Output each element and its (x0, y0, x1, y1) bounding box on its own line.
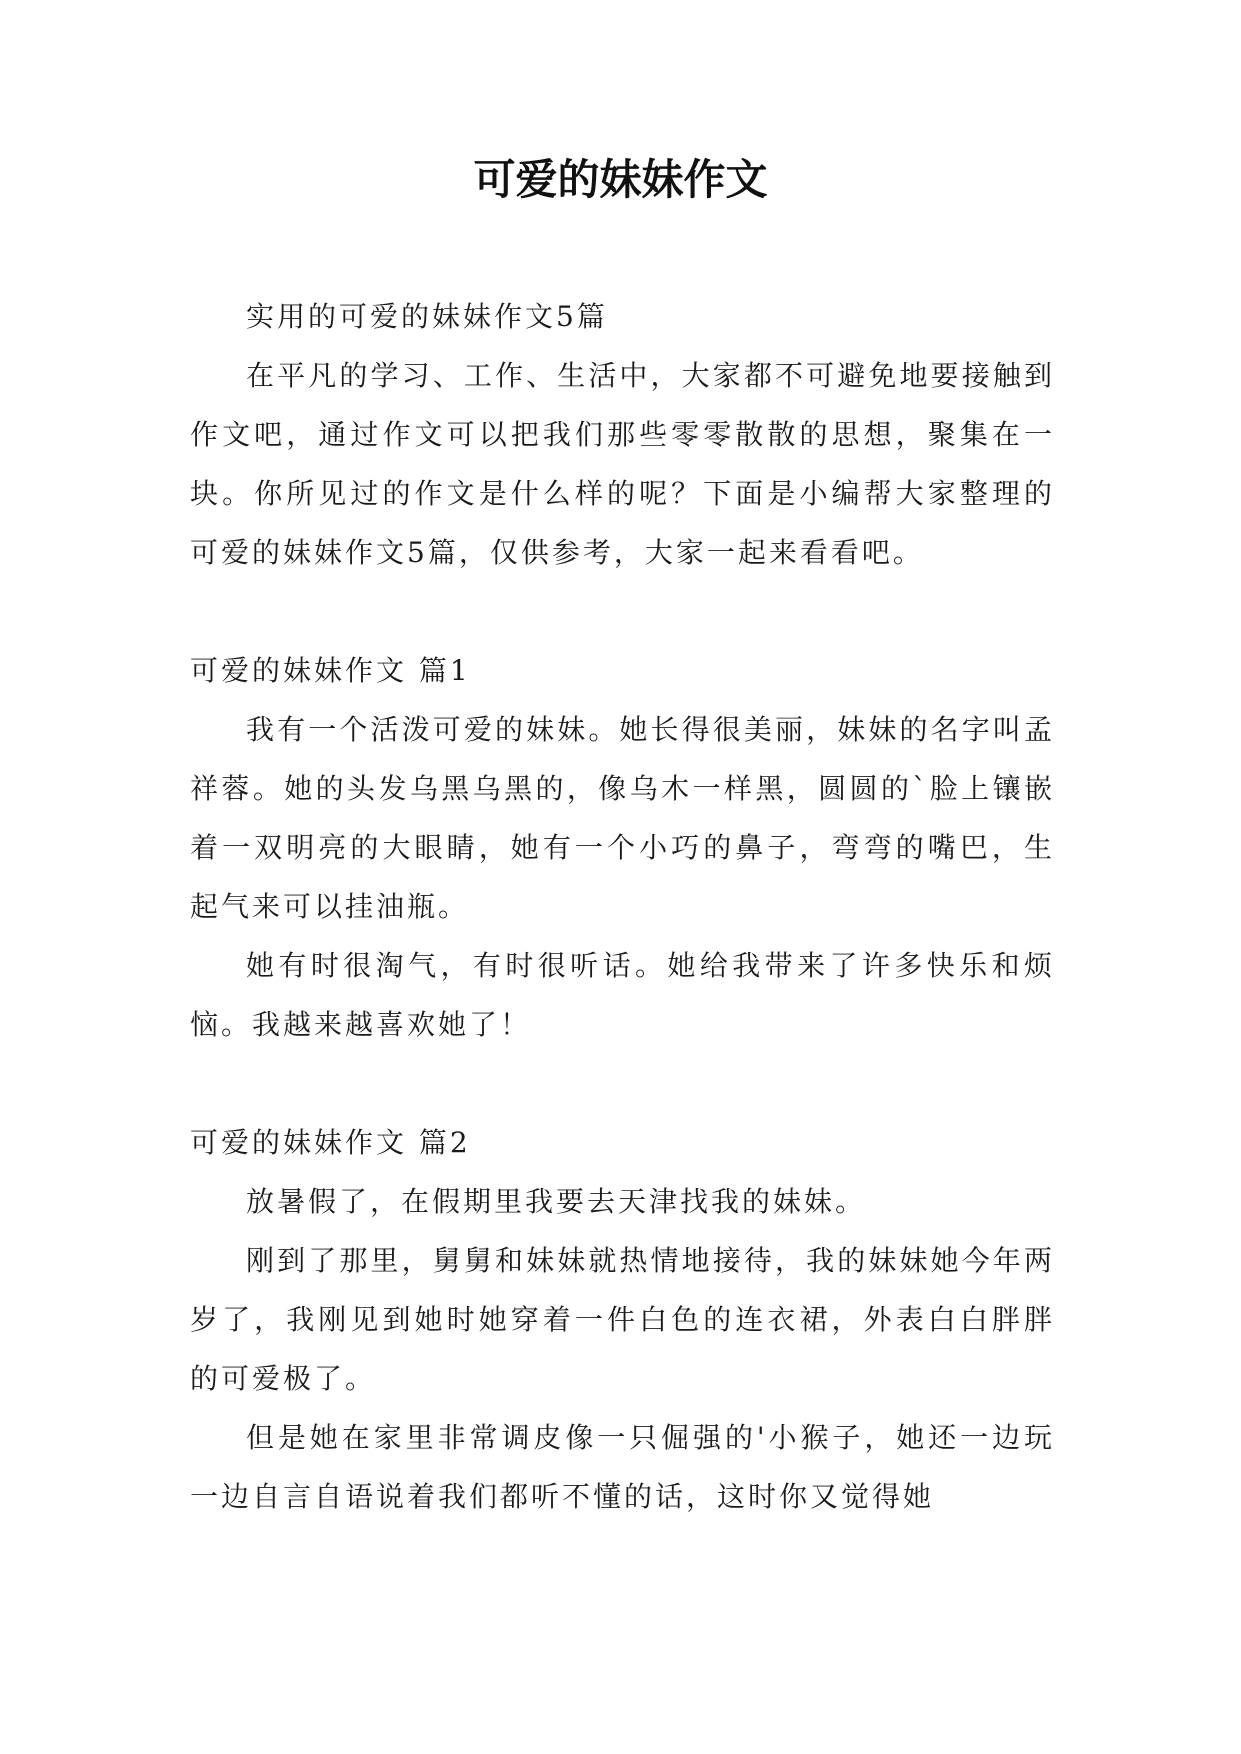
section-1-paragraph-2: 她有时很淘气，有时很听话。她给我带来了许多快乐和烦恼。我越来越喜欢她了！ (190, 949, 1055, 1041)
section-spacer (190, 1054, 1055, 1113)
document-title: 可爱的妹妹作文 (473, 155, 768, 204)
section-2-paragraph-3: 但是她在家里非常调皮像一只倔强的'小猴子，她还一边玩一边自言自语说着我们都听不懂的话，这时你又觉得她 (190, 1421, 1055, 1513)
section-2-paragraph-1: 放暑假了，在假期里我要去天津找我的妹妹。 (246, 1185, 867, 1218)
section-spacer (190, 582, 1055, 641)
intro-paragraph: 在平凡的学习、工作、生活中，大家都不可避免地要接触到作文吧，通过作文可以把我们那些零零散散的思想，聚集在一块。你所见过的作文是什么样的呢？下面是小编帮大家整理的可爱的妹妹作文5篇，仅供参考，大家一起来看看吧。 (190, 359, 1055, 569)
intro-subtitle: 实用的可爱的妹妹作文5篇 (246, 300, 608, 333)
document-body (190, 287, 1055, 1526)
section-heading-2: 可爱的妹妹作文 篇2 (190, 1126, 471, 1159)
section-1-paragraph-1: 我有一个活泼可爱的妹妹。她长得很美丽，妹妹的名字叫孟祥蓉。她的头发乌黑乌黑的，像乌木一样黑，圆圆的`脸上镶嵌着一双明亮的大眼睛，她有一个小巧的鼻子，弯弯的嘴巴，生起气来可以挂油瓶。 (190, 713, 1055, 923)
section-heading-1: 可爱的妹妹作文 篇1 (190, 654, 471, 687)
section-2-paragraph-2: 刚到了那里，舅舅和妹妹就热情地接待，我的妹妹她今年两岁了，我刚见到她时她穿着一件白色的连衣裙，外表白白胖胖的可爱极了。 (190, 1244, 1055, 1395)
